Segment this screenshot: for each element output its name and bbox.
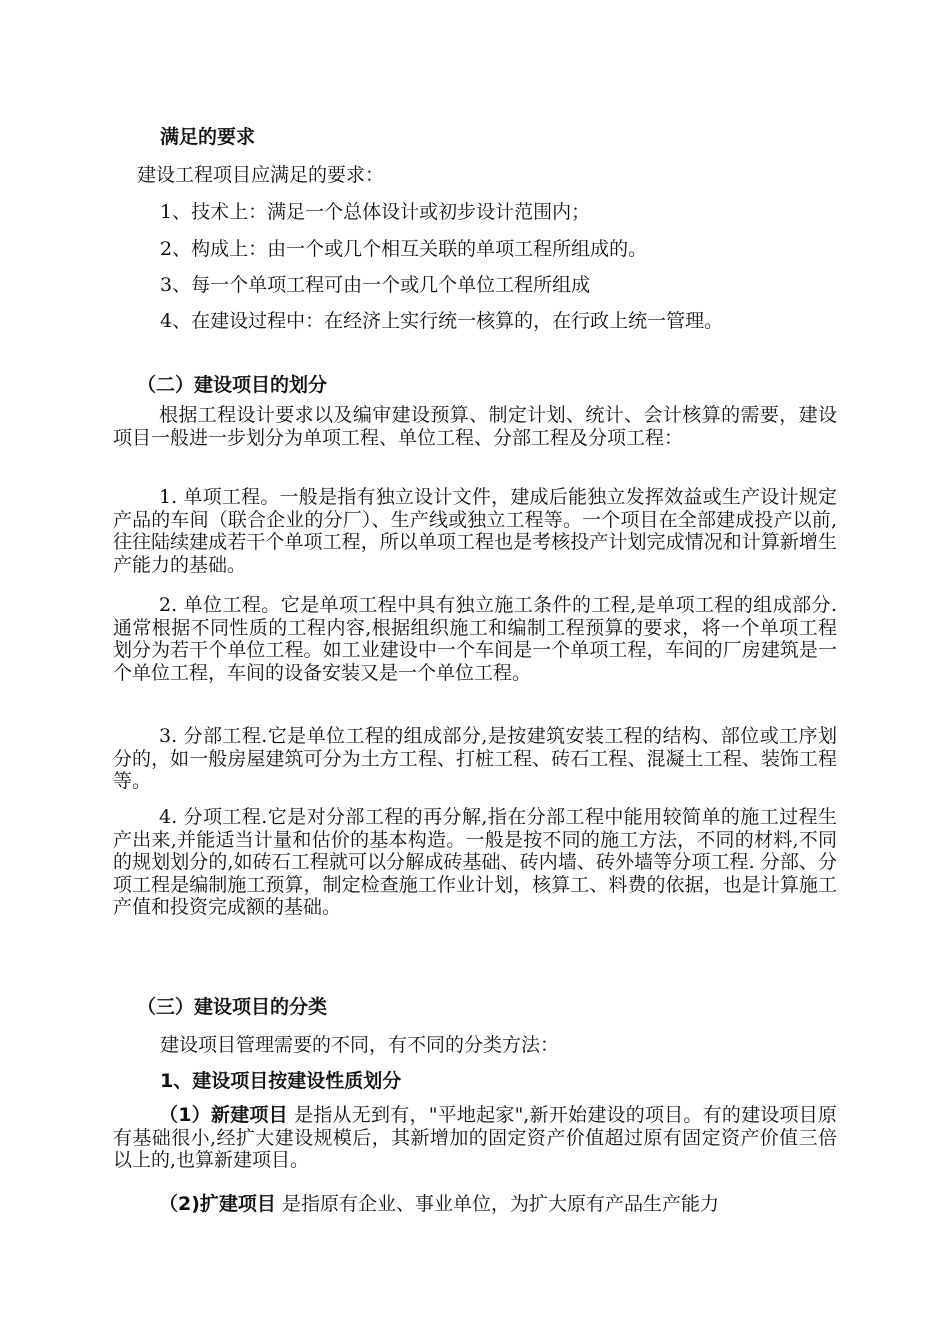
division-paragraph-3: 3. 分部工程.它是单位工程的组成部分,是按建筑安装工程的结构、部位或工序划分的，如一般房屋建筑可分为土方工程、打桩工程、砖石工程、混凝土工程、装饰工程等。 (113, 725, 837, 792)
requirements-lead: 建设工程项目应满足的要求： (137, 164, 385, 186)
classification-subheading: 1、建设项目按建设性质划分 (160, 1070, 402, 1092)
division-paragraph-2: 2. 单位工程。它是单项工程中具有独立施工条件的工程,是单项工程的组成部分.通常根据不同性质的工程内容,根据组织施工和编制工程预算的要求，将一个单项工程划分为若干个单位工程。如工业建设中一个车间是一个单项工程，车间的厂房建筑是一个单位工程，车间的设备安装又是一个单位工程。 (113, 594, 837, 684)
section-heading-requirements: 满足的要求 (160, 126, 256, 148)
definition-new-project: 是指从无到有，"平地起家",新开始建设的项目。有的建设项目原有基础很小,经扩大建设规模后，其新增加的固定资产价值超过原有固定资产价值三倍以上的,也算新建项目。 (113, 1104, 837, 1171)
section-heading-classification: （三）建设项目的分类 (137, 996, 328, 1018)
division-paragraph-1: 1. 单项工程。一般是指有独立设计文件，建成后能独立发挥效益或生产设计规定产品的车间（联合企业的分厂）、生产线或独立工程等。一个项目在全部建成投产以前,往往陆续建成若干个单项工程，所以单项工程也是考核投产计划完成情况和计算新增生产能力的基础。 (113, 486, 837, 576)
term-expansion-project: （2)扩建项目 (159, 1193, 276, 1215)
classification-item-expand (113, 1193, 837, 1216)
section-heading-division: （二）建设项目的划分 (137, 374, 328, 396)
requirement-item-2: 2、构成上：由一个或几个相互关联的单项工程所组成的。 (160, 238, 648, 260)
definition-expansion-project: 是指原有企业、事业单位，为扩大原有产品生产能力 (275, 1193, 719, 1215)
division-paragraph-4: 4. 分项工程.它是对分部工程的再分解,指在分部工程中能用较简单的施工过程生产出来,并能适当计量和估价的基本构造。一般是按不同的施工方法，不同的材料,不同的规划划分的,如砖石工程就可以分解成砖基础、砖内墙、砖外墙等分项工程. 分部、分项工程是编制施工预算，制定检查施工作业计划，核算工、料费的依据，也是计算施工产值和投资完成额的基础。 (113, 806, 837, 918)
classification-item-new (113, 1104, 837, 1172)
requirement-item-4: 4、在建设过程中：在经济上实行统一核算的，在行政上统一管理。 (160, 310, 724, 332)
requirement-item-1: 1、技术上：满足一个总体设计或初步设计范围内； (160, 201, 591, 223)
classification-intro: 建设项目管理需要的不同，有不同的分类方法： (160, 1034, 560, 1056)
requirement-item-3: 3、每一个单项工程可由一个或几个单位工程所组成 (160, 274, 591, 296)
division-intro-paragraph: 根据工程设计要求以及编审建设预算、制定计划、统计、会计核算的需要，建设项目一般进一步划分为单项工程、单位工程、分部工程及分项工程： (113, 404, 837, 449)
term-new-project: （1）新建项目 (159, 1104, 288, 1126)
